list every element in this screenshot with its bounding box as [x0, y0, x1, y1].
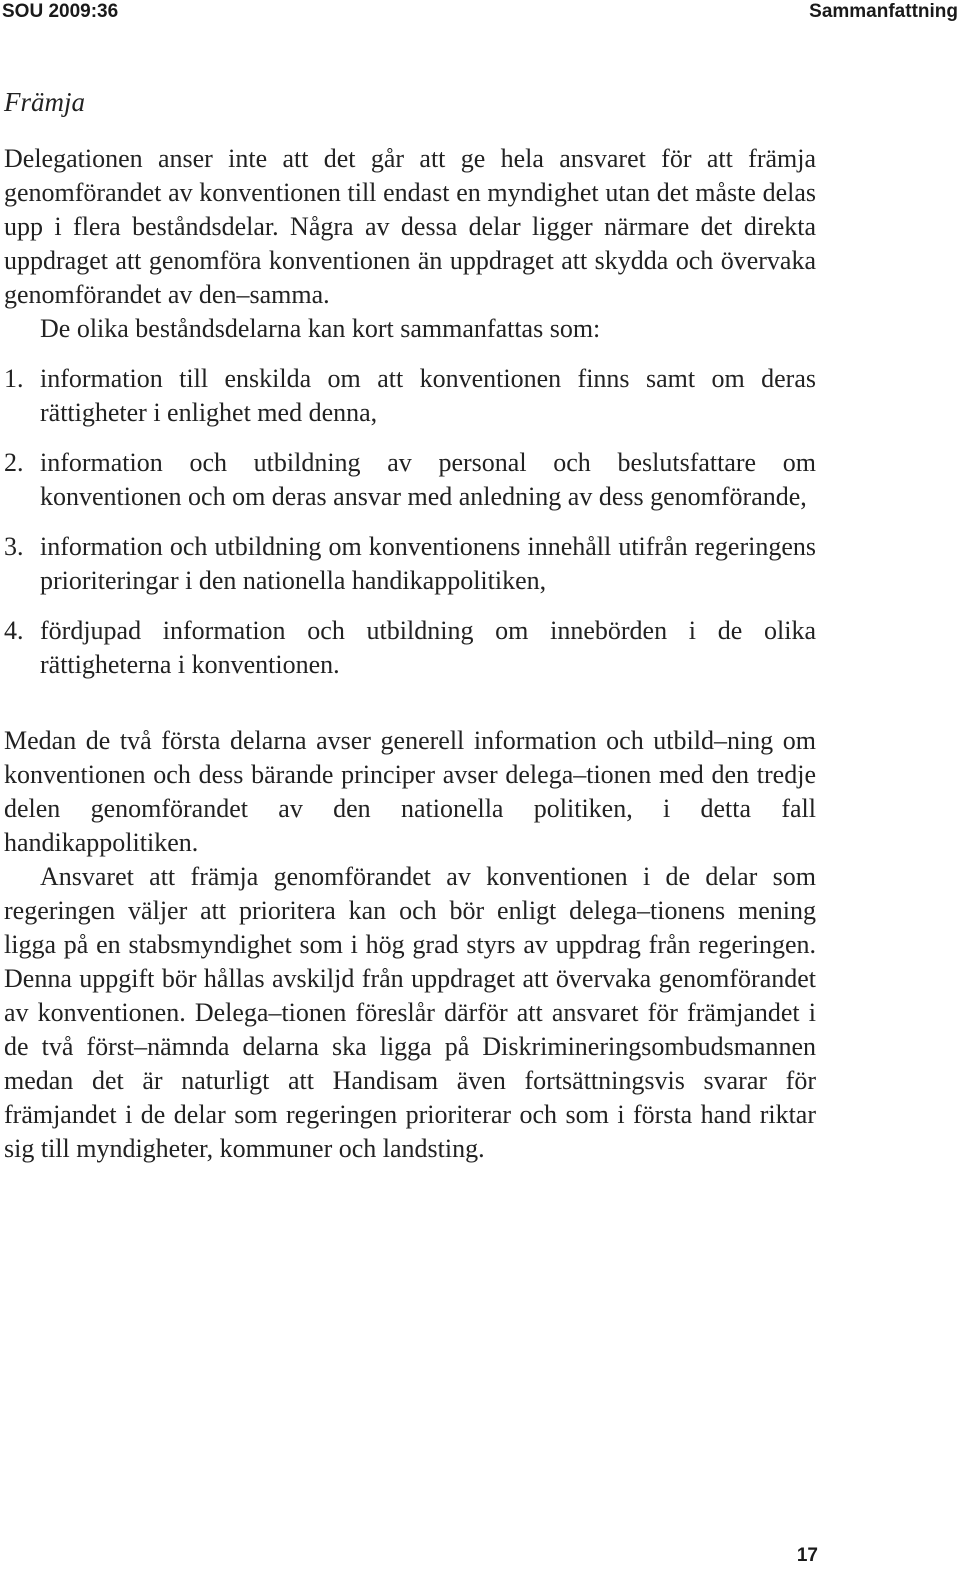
list-item: [4, 446, 816, 514]
list-item-number: 3.: [4, 532, 24, 561]
list-item-number: 2.: [4, 448, 24, 477]
page-number: 17: [796, 1545, 818, 1566]
section-heading: Främja: [4, 87, 85, 117]
body-paragraph: Ansvaret att främja genomförandet av konventionen i de delar som regeringen väljer att prioritera kan och bör enligt delega–tionens mening ligga på en stabsmyndighet som i hög grad styrs av uppdrag från regeringen. Denna uppgift bör hållas avskiljd från uppdraget att övervaka genomförandet av konventionen. Delega–tionen föreslår därför att ansvaret för främjandet i de två först–nämnda delarna ska ligga på Diskrimineringsombudsmannen medan det är naturligt att Handisam även fortsättningsvis svarar för främjandet i de delar som regeringen prioriterar och som i första hand riktar sig till myndigheter, kommuner och landsting.: [4, 862, 816, 1163]
component-list: [4, 362, 816, 682]
list-item-text: information till enskilda om att konventionen finns samt om deras rättigheter i enlighet med denna,: [40, 364, 816, 427]
running-header: [2, 0, 958, 26]
page-content: [4, 84, 816, 1166]
list-item-number: 1.: [4, 364, 24, 393]
document-reference: SOU 2009:36: [2, 1, 119, 22]
list-item-number: 4.: [4, 616, 24, 645]
list-item: [4, 362, 816, 430]
chapter-title: Sammanfattning: [809, 1, 958, 22]
list-item-text: fördjupad information och utbildning om innebörden i de olika rättigheterna i konventionen.: [40, 616, 816, 679]
list-item: [4, 530, 816, 598]
body-paragraph: Medan de två första delarna avser generell information och utbild–ning om konventionen och dess bärande principer avser delega–tionen med den tredje delen genomförandet av den nationella politiken, i detta fall handikappolitiken.: [4, 726, 816, 857]
list-lead-paragraph: De olika beståndsdelarna kan kort sammanfattas som:: [40, 314, 601, 343]
paragraph-spacer: [4, 698, 816, 724]
list-item-text: information och utbildning om konventionens innehåll utifrån regeringens prioriteringar i den nationella handikappolitiken,: [40, 532, 816, 595]
intro-paragraph: Delegationen anser inte att det går att ge hela ansvaret för att främja genomförandet av konventionen till endast en myndighet utan det måste delas upp i flera beståndsdelar. Några av dessa delar ligger närmare det direkta uppdraget att genomföra konventionen än uppdraget att skydda och övervaka genomförandet av den–samma.: [4, 144, 816, 309]
list-item: [4, 614, 816, 682]
list-item-text: information och utbildning av personal och beslutsfattare om konventionen och om deras ansvar med anledning av dess genomförande,: [40, 448, 816, 511]
